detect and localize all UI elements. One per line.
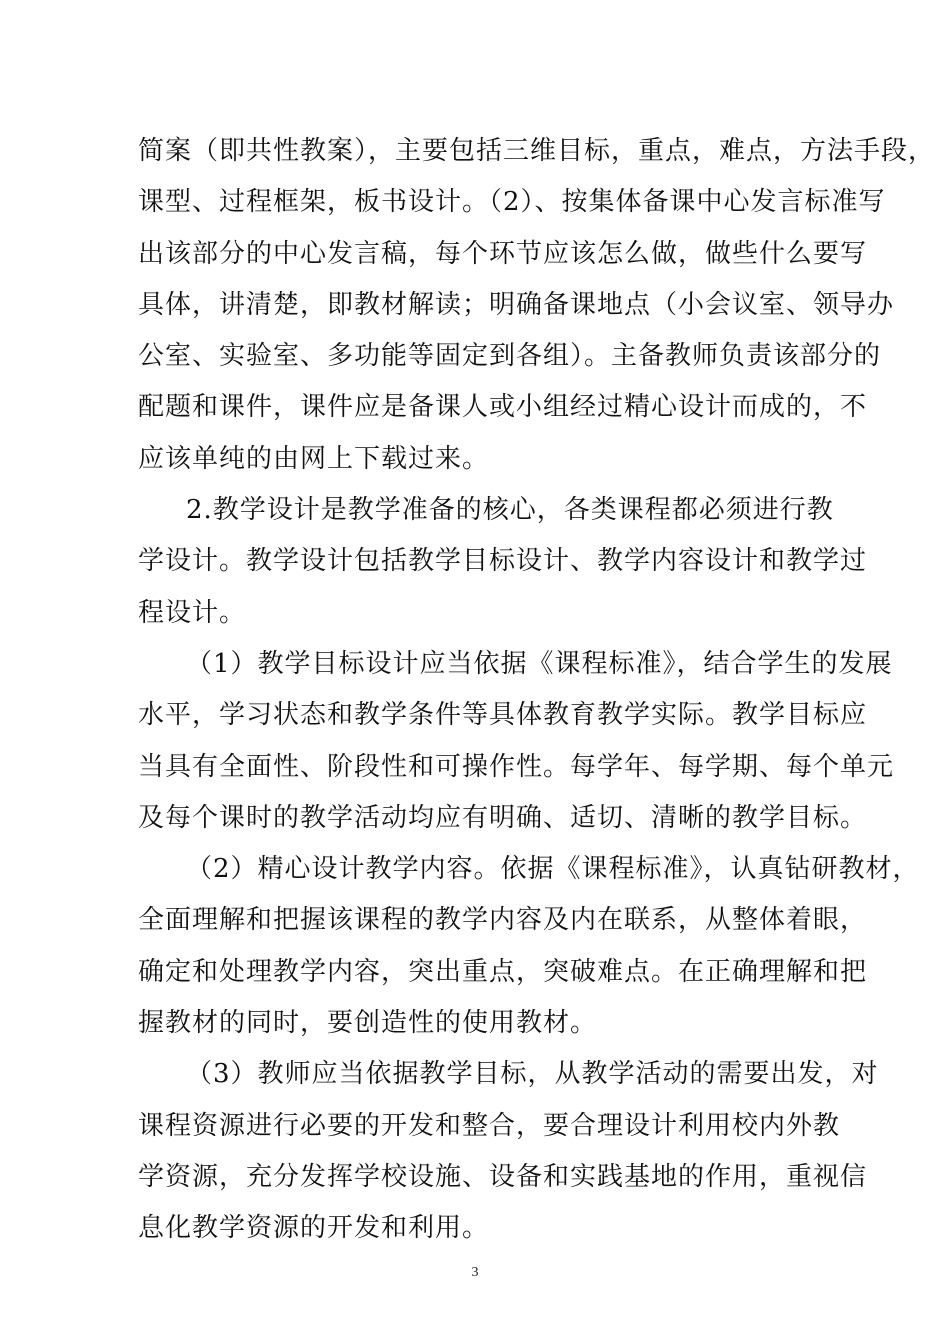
text-line: 学资源，充分发挥学校设施、设备和实践基地的作用，重视信 (138, 1161, 868, 1192)
text-line: 程设计。 (138, 597, 247, 628)
text-line: 学设计。教学设计包括教学目标设计、教学内容设计和教学过 (138, 546, 868, 577)
body-text (138, 126, 936, 1255)
text-line: 当具有全面性、阶段性和可操作性。每学年、每学期、每个单元 (138, 751, 895, 782)
page-number: 3 (471, 1265, 479, 1280)
text-line: 握教材的同时，要创造性的使用教材。 (138, 1008, 598, 1039)
text-line: 出该部分的中心发言稿，每个环节应该怎么做，做些什么要写 (138, 238, 868, 269)
text-line: 确定和处理教学内容，突出重点，突破难点。在正确理解和把 (138, 956, 868, 987)
text-line: 具体，讲清楚，即教材解读；明确备课地点（小会议室、领导办 (138, 289, 895, 320)
text-line: 简案（即共性教案），主要包括三维目标，重点，难点，方法手段， (138, 136, 936, 166)
text-line: （2）精心设计教学内容。依据《课程标准》，认真钻研教材， (186, 854, 920, 885)
text-line: 公室、实验室、多功能等固定到各组）。主备教师负责该部分的 (138, 341, 882, 372)
text-line: 及每个课时的教学活动均应有明确、适切、清晰的教学目标。 (138, 802, 868, 833)
text-line: 配题和课件，课件应是备课人或小组经过精心设计而成的，不 (138, 392, 868, 423)
text-line: 水平，学习状态和教学条件等具体教育教学实际。教学目标应 (138, 700, 868, 731)
text-line: 2.教学设计是教学准备的核心，各类课程都必须进行教 (186, 495, 834, 526)
text-line: 全面理解和把握该课程的教学内容及内在联系，从整体着眼， (138, 905, 868, 936)
text-line: 应该单纯的由网上下载过来。 (138, 443, 490, 474)
text-line: （3）教师应当依据教学目标，从教学活动的需要出发，对 (186, 1059, 879, 1090)
text-line: （1）教学目标设计应当依据《课程标准》，结合学生的发展 (186, 648, 893, 679)
text-line: 课型、过程框架，板书设计。（2）、按集体备课中心发言标准写 (138, 187, 886, 218)
text-line: 课程资源进行必要的开发和整合，要合理设计利用校内外教 (138, 1110, 841, 1141)
text-line: 息化教学资源的开发和利用。 (138, 1213, 490, 1244)
